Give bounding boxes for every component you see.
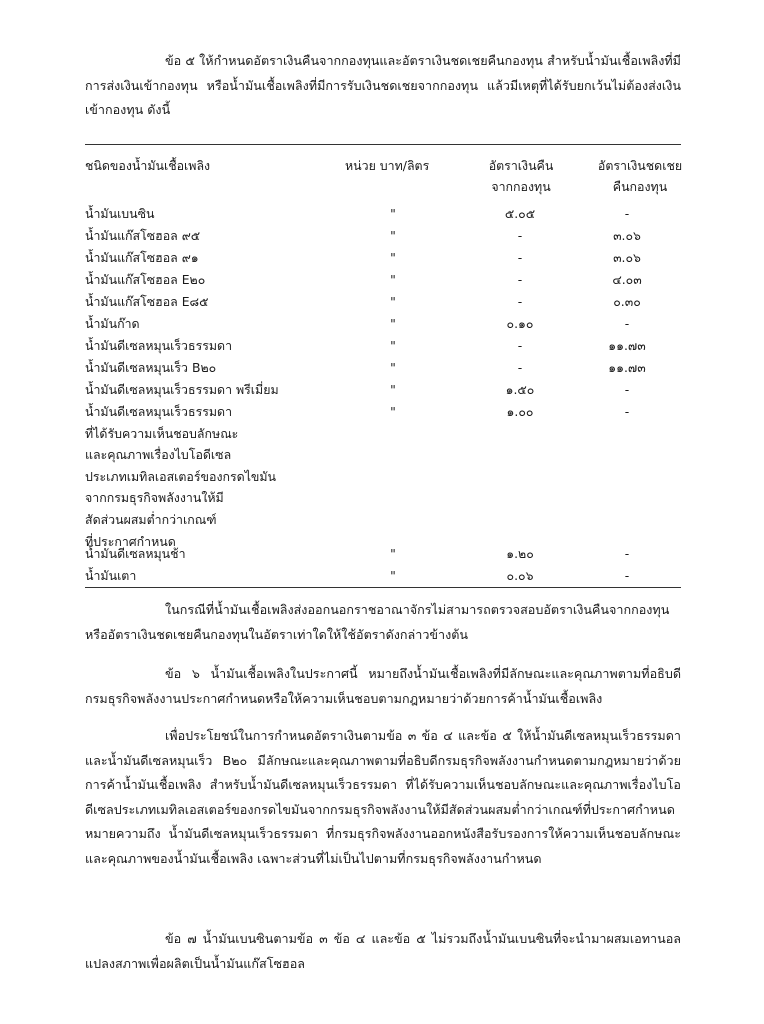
fuel-name-line: และคุณภาพเรื่องไบโอดีเซล [85, 447, 232, 463]
header-comp-line1: อัตราเงินชดเชย [597, 158, 683, 173]
fuel-comp-rate: ๑๑.๗๓ [608, 338, 646, 353]
benefit-paragraph [85, 724, 681, 871]
fuel-name: น้ำมันแก๊สโซฮอล ๙๕ [85, 228, 201, 243]
fuel-refund-rate: - [517, 360, 523, 375]
export-paragraph [85, 598, 681, 647]
fuel-unit: " [390, 360, 396, 375]
fuel-unit: " [390, 316, 396, 331]
fuel-name-line: จากกรมธุรกิจพลังงานให้มี [85, 490, 224, 506]
fuel-name: น้ำมันดีเซลหมุนเร็ว B๒๐ [85, 360, 217, 375]
fuel-comp-rate: ๑๑.๗๓ [608, 360, 646, 375]
fuel-unit: " [390, 250, 396, 265]
fuel-refund-rate: ๐.๑๐ [506, 316, 534, 331]
fuel-comp-rate: - [624, 316, 630, 331]
fuel-name: น้ำมันแก๊สโซฮอล E๒๐ [85, 272, 206, 287]
header-fuel-type: ชนิดของน้ำมันเชื้อเพลิง [85, 158, 211, 173]
header-unit: หน่วย บาท/ลิตร [345, 158, 430, 173]
fuel-refund-rate: ๑.๐๐ [506, 404, 534, 419]
fuel-comp-rate: ๓.๐๖ [613, 250, 641, 265]
fuel-refund-rate: - [517, 294, 523, 309]
table-bottom-rule [85, 587, 681, 588]
fuel-unit: " [390, 546, 396, 561]
fuel-refund-rate: - [517, 250, 523, 265]
fuel-unit: " [390, 206, 396, 221]
fuel-name: น้ำมันแก๊สโซฮอล ๙๑ [85, 250, 199, 265]
fuel-name: น้ำมันดีเซลหมุนเร็วธรรมดา พรีเมี่ยม [85, 382, 279, 397]
clause-7-paragraph [85, 927, 681, 976]
fuel-unit: " [390, 294, 396, 309]
clause-6-text: ข้อ ๖ น้ำมันเชื้อเพลิงในประกาศนี้ หมายถึงน้ำมันเชื้อเพลิงที่มีลักษณะและคุณภาพตามที่อธิบดีกรมธุรกิจพลังงานประกาศกำหนดหรือให้ความเห็นชอบตามกฎหมายว่าด้วยการค้าน้ำมันเชื้อเพลิง [85, 666, 681, 706]
clause-7-text: ข้อ ๗ น้ำมันเบนซินตามข้อ ๓ ข้อ ๔ และข้อ ๕ ไม่รวมถึงน้ำมันเบนซินที่จะนำมาผสมเอทานอลแปลงสภาพเพื่อผลิตเป็นน้ำมันแก๊สโซฮอล [85, 931, 681, 971]
fuel-comp-rate: ๐.๓๐ [613, 294, 641, 309]
fuel-unit: " [390, 338, 396, 353]
fuel-unit: " [390, 272, 396, 287]
fuel-comp-rate: ๓.๐๖ [613, 228, 641, 243]
fuel-refund-rate: - [517, 338, 523, 353]
fuel-name [85, 401, 315, 552]
fuel-refund-rate: ๕.๐๕ [504, 206, 536, 221]
fuel-comp-rate: - [624, 546, 630, 561]
clause-5-paragraph [85, 49, 681, 123]
header-refund-line2: จากกองทุน [491, 179, 551, 194]
fuel-name-line: ที่ได้รับความเห็นชอบลักษณะ [85, 425, 239, 441]
fuel-name-line: น้ำมันดีเซลหมุนเร็วธรรมดา [85, 404, 233, 419]
header-refund-line1: อัตราเงินคืน [488, 158, 554, 173]
table-top-rule [85, 144, 681, 145]
fuel-comp-rate: - [624, 404, 630, 419]
fuel-refund-rate: ๐.๐๖ [506, 568, 534, 583]
benefit-text: เพื่อประโยชน์ในการกำหนดอัตราเงินตามข้อ ๓ ข้อ ๔ และข้อ ๕ ให้น้ำมันดีเซลหมุนเร็วธรรมดา และน้ำมันดีเซลหมุนเร็ว B๒๐ มีลักษณะและคุณภาพตามที่อธิบดีกรมธุรกิจพลังงานกำหนดตามกฎหมายว่าด้วยการค้าน้ำมันเชื้อเพลิง สำหรับน้ำมันดีเซลหมุนเร็วธรรมดา ที่ได้รับความเห็นชอบลักษณะและคุณภาพเรื่องไบโอดีเซลประเภทเมทิลเอสเตอร์ของกรดไขมันจากกรมธุรกิจพลังงานให้มีสัดส่วนผสมต่ำกว่าเกณฑ์ที่ประกาศกำหนด หมายความถึง น้ำมันดีเซลหมุนเร็วธรรมดา ที่กรมธุรกิจพลังงานออกหนังสือรับรองการให้ความเห็นชอบลักษณะและคุณภาพของน้ำมันเชื้อเพลิง เฉพาะส่วนที่ไม่เป็นไปตามที่กรมธุรกิจพลังงานกำหนด [85, 728, 681, 866]
fuel-comp-rate: - [624, 382, 630, 397]
fuel-comp-rate: - [624, 206, 630, 221]
fuel-name: น้ำมันเตา [85, 568, 137, 583]
fuel-refund-rate: ๑.๕๐ [505, 382, 535, 397]
fuel-refund-rate: - [517, 272, 523, 287]
header-comp-line2: คืนกองทุน [612, 179, 668, 194]
fuel-name: น้ำมันดีเซลหมุนเร็วธรรมดา [85, 338, 233, 353]
fuel-unit: " [390, 404, 396, 419]
fuel-name-line: ประเภทเมทิลเอสเตอร์ของกรดไขมัน [85, 468, 277, 484]
fuel-name: น้ำมันดีเซลหมุนช้า [85, 546, 186, 561]
fuel-refund-rate: - [517, 228, 523, 243]
fuel-unit: " [390, 568, 396, 583]
fuel-unit: " [390, 382, 396, 397]
header-compensation [590, 155, 690, 197]
header-refund [473, 155, 569, 197]
fuel-name: น้ำมันแก๊สโซฮอล E๘๕ [85, 294, 209, 309]
fuel-name-line: สัดส่วนผสมต่ำกว่าเกณฑ์ [85, 511, 217, 527]
fuel-name-line: ที่ประกาศกำหนด [85, 533, 176, 549]
fuel-name: น้ำมันก๊าด [85, 316, 140, 331]
fuel-comp-rate: ๔.๐๓ [612, 272, 642, 287]
export-text: ในกรณีที่น้ำมันเชื้อเพลิงส่งออกนอกราชอาณาจักรไม่สามารถตรวจสอบอัตราเงินคืนจากกองทุนหรืออัตราเงินชดเชยคืนกองทุนในอัตราเท่าใดให้ใช้อัตราดังกล่าวข้างต้น [85, 602, 670, 642]
fuel-name: น้ำมันเบนซิน [85, 206, 155, 221]
clause-5-text: ข้อ ๕ ให้กำหนดอัตราเงินคืนจากกองทุนและอัตราเงินชดเชยคืนกองทุน สำหรับน้ำมันเชื้อเพลิงที่มีการส่งเงินเข้ากองทุน หรือน้ำมันเชื้อเพลิงที่มีการรับเงินชดเชยจากกองทุน แล้วมีเหตุที่ได้รับยกเว้นไม่ต้องส่งเงินเข้ากองทุน ดังนี้ [85, 53, 681, 117]
clause-6-paragraph [85, 662, 681, 711]
fuel-unit: " [390, 228, 396, 243]
fuel-comp-rate: - [624, 568, 630, 583]
fuel-refund-rate: ๑.๒๐ [506, 546, 534, 561]
